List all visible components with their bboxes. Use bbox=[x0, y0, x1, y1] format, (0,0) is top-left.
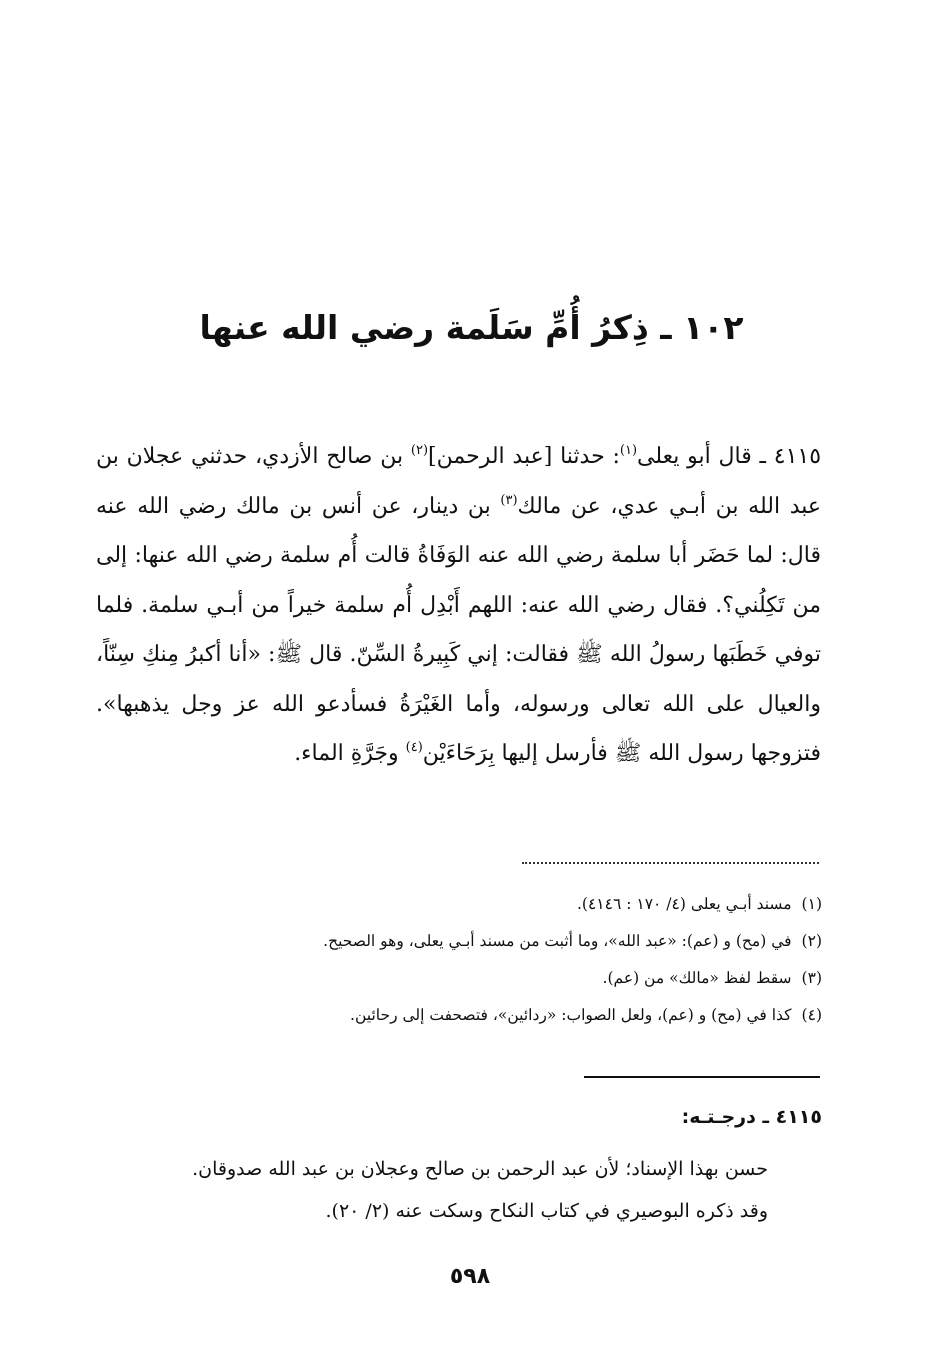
footnote-item bbox=[160, 997, 822, 1034]
hadith-paragraph bbox=[96, 432, 821, 779]
footnote-marker-2[interactable]: (٢) bbox=[410, 443, 429, 458]
footnote-text: مسند أبـي يعلى (٤/ ١٧٠ : ٤١٤٦). bbox=[577, 895, 792, 913]
hadith-text-part-2: : حدثنا [عبد الرحمن] bbox=[428, 444, 620, 469]
hadith-text-part-4: بن دينار، عن أنس بن مالك رضي الله عنه قال: لما حَضَر أبا سلمة رضي الله عنه الوَفَاةُ قالت أُم سلمة رضي الله عنها: إلى من تَكِلُني؟. فقال رضي الله عنه: اللهم أَبْدِل أُم سلمة خيراً من أبـي سلمة. فلما توفي خَطَبَها رسولُ الله ﷺ فقالت: إني كَبِيرةُ السِّنّ. قال ﷺ: «أنا أكبرُ مِنكِ سِنّاً، والعيال على الله تعالى ورسوله، وأما الغَيْرَةُ فسأدعو الله عز وجل يذهبها». فتزوجها رسول الله ﷺ فأرسل إليها بِرَحَاءَيْن bbox=[96, 493, 821, 766]
grading-line-1: حسن بهذا الإسناد؛ لأن عبد الرحمن بن صالح وعجلان بن عبد الله صدوقان. bbox=[192, 1158, 768, 1180]
footnote-text: سقط لفظ «مالك» من (عم). bbox=[602, 969, 792, 987]
hadith-text-part-5: وجَرَّةِ الماء. bbox=[294, 741, 406, 766]
hadith-text-part-3: بن صالح الأزدي، حدثني عجلان بن عبد الله بن أبـي عدي، عن مالك bbox=[96, 444, 822, 519]
grading-heading: ٤١١٥ ـ درجـتـه: bbox=[681, 1106, 822, 1128]
footnote-item bbox=[160, 886, 822, 923]
hadith-number: ٤١١٥ bbox=[773, 444, 822, 469]
footnote-item bbox=[160, 923, 822, 960]
footnote-marker-3[interactable]: (٣) bbox=[500, 492, 518, 508]
chapter-title: ١٠٢ ـ ذِكرُ أُمِّ سَلَمة رضي الله عنها bbox=[199, 308, 744, 347]
footnotes-list bbox=[160, 886, 822, 1034]
grading-line-2: وقد ذكره البوصيري في كتاب النكاح وسكت عنه (٢/ ٢٠). bbox=[325, 1200, 768, 1222]
hadith-text-part-1: قال أبو يعلى bbox=[637, 444, 752, 469]
footnote-separator-dotted bbox=[522, 862, 819, 864]
hadith-text-block bbox=[96, 432, 821, 779]
footnote-text: في (مح) و (عم): «عبد الله»، وما أثبت من مسند أبـي يعلى، وهو الصحيح. bbox=[323, 932, 792, 950]
footnote-number: (٣) bbox=[801, 969, 822, 987]
footnote-text: كذا في (مح) و (عم)، ولعل الصواب: «ردائين»، فتصحفت إلى رحائين. bbox=[350, 1006, 792, 1024]
footnote-number: (١) bbox=[801, 895, 822, 913]
grading-text-block bbox=[90, 1148, 768, 1232]
footnote-marker-1[interactable]: (١) bbox=[619, 443, 638, 458]
grading-separator-rule bbox=[584, 1076, 820, 1078]
hadith-dash: ـ bbox=[759, 444, 766, 469]
page-number: ٥٩٨ bbox=[449, 1264, 491, 1289]
footnote-number: (٤) bbox=[801, 1006, 822, 1024]
footnote-item bbox=[160, 960, 822, 997]
footnote-marker-4[interactable]: (٤) bbox=[405, 740, 423, 755]
footnote-number: (٢) bbox=[801, 932, 822, 950]
